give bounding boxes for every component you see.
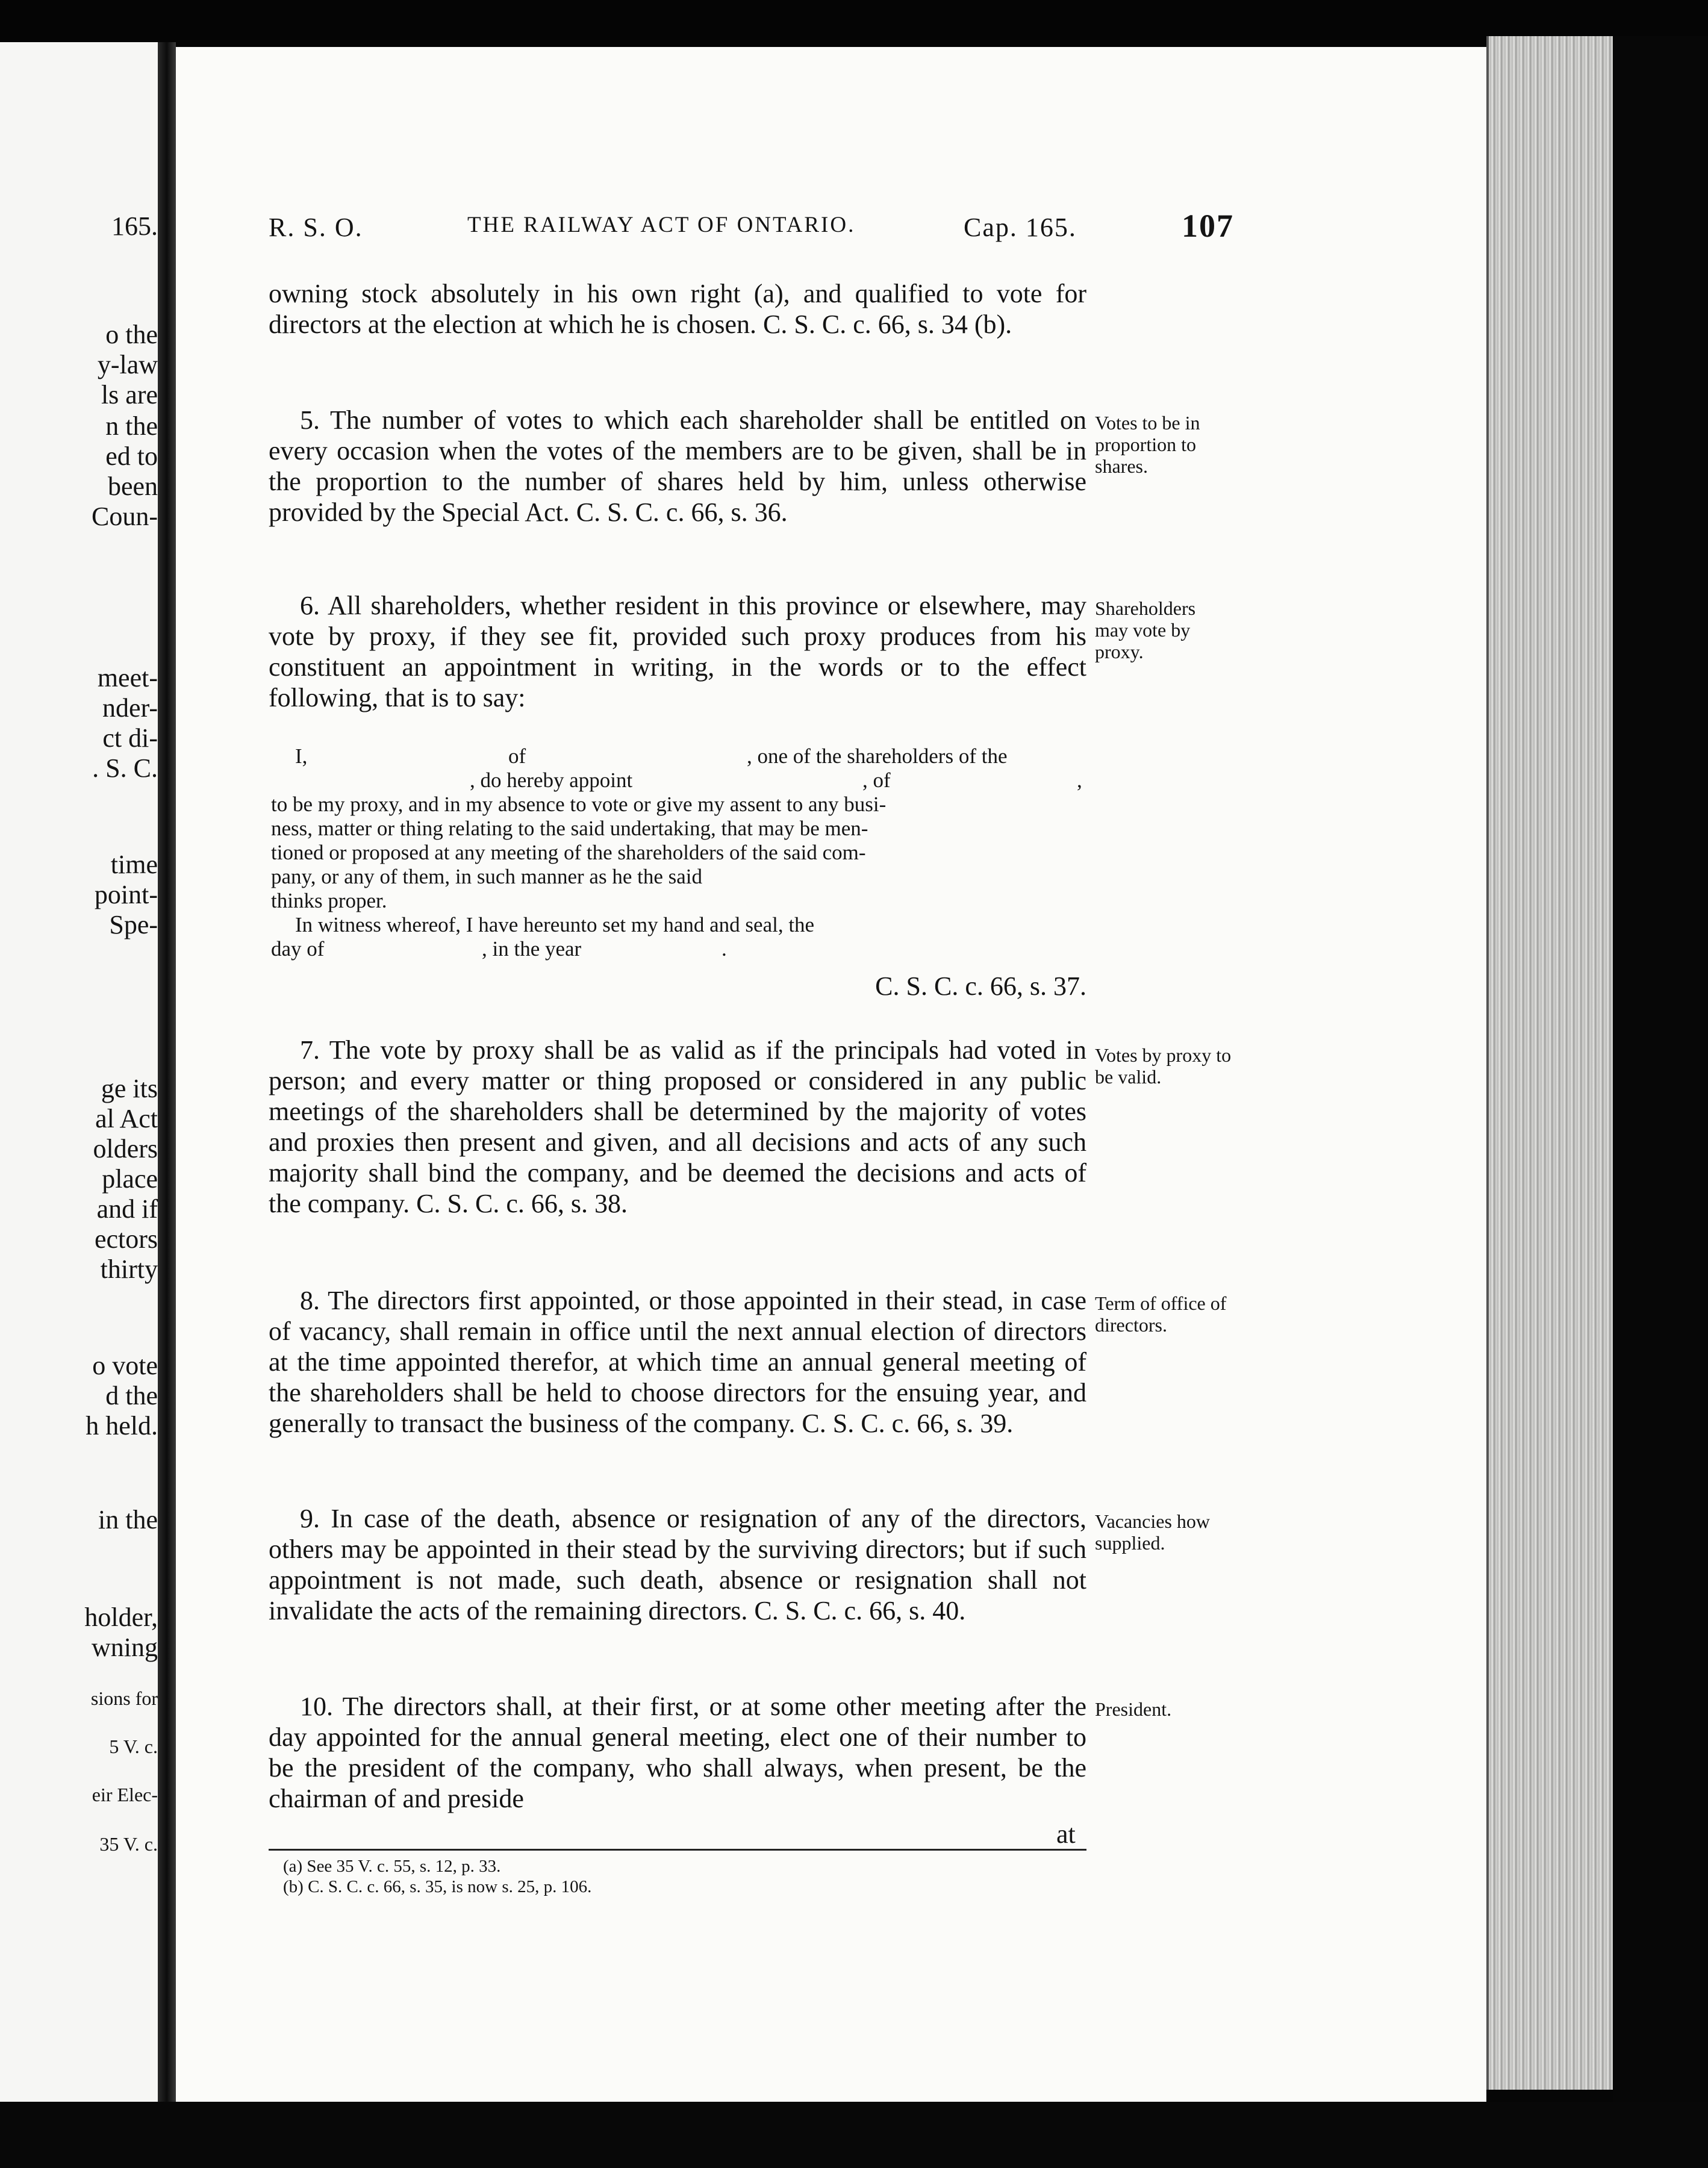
facing-page-line: Spe- [109, 910, 158, 939]
facing-page-line: al Act [95, 1104, 158, 1133]
facing-page-line: point- [94, 880, 158, 909]
facing-page-line: and if [96, 1194, 158, 1224]
section-8-text: 8. The directors first appointed, or those appointed in their stead, in case of vacancy, shall remain in office until the next annual election of directors at the time appointed therefor, at which time an annual general meeting of the shareholders shall be held to choose directors for the ensuing year, and generally to transact the business of the company. C. S. C. c. 66, s. 39. [269, 1286, 1086, 1438]
facing-page-line: place [102, 1164, 158, 1194]
facing-page-line: o vote [92, 1351, 158, 1380]
margin-note-s10: President. [1095, 1698, 1172, 1720]
page-number: 107 [1182, 208, 1234, 244]
proxy-form-line: , [1077, 768, 1082, 792]
facing-page-line: o the [105, 320, 158, 349]
footnote-a: (a) See 35 V. c. 55, s. 12, p. 33. [283, 1857, 501, 1876]
margin-note-s9: Vacancies how supplied. [1095, 1510, 1211, 1554]
facing-page-line: d the [105, 1381, 158, 1410]
proxy-form-line: tioned or proposed at any meeting of the shareholders of the said com- [271, 841, 866, 864]
facing-page-line: n the [105, 411, 158, 441]
page-edge-stack [1486, 36, 1615, 2090]
facing-page-line: Coun- [92, 502, 158, 531]
header-reference: R. S. O. [269, 213, 363, 242]
header-title: THE RAILWAY ACT OF ONTARIO. [467, 213, 856, 237]
facing-page-line: meet- [97, 663, 158, 693]
facing-page-line: sions for [90, 1687, 158, 1709]
section-5-text: 5. The number of votes to which each shareholder shall be entitled on every occasion when the votes of the members are to be given, shall be in the proportion to the number of shares held by him, unless otherwise provided by the Special Act. C. S. C. c. 66, s. 36. [269, 405, 1086, 527]
section-continuation-text: owning stock absolutely in his own right (a), and qualified to vote for directors at the election at which he is chosen. C. S. C. c. 66, s. 34 (b). [269, 279, 1086, 339]
section-continuation [269, 278, 1086, 340]
section-9 [269, 1503, 1086, 1626]
facing-page-line: eir Elec- [92, 1784, 158, 1805]
section-6-text: 6. All shareholders, whether resident in this province or elsewhere, may vote by proxy, if they see fit, provided such proxy produces from his constituent an appointment in writing, in the words or to the effect following, that is to say: [269, 591, 1086, 712]
margin-note-s5: Votes to be in proportion to shares. [1095, 412, 1200, 477]
facing-page-line: thirty [100, 1254, 158, 1284]
section-10 [269, 1691, 1086, 1814]
section-7 [269, 1035, 1086, 1219]
margin-note-s6: Shareholders may vote by proxy. [1095, 597, 1196, 662]
section-8 [269, 1285, 1086, 1439]
proxy-form-line: day of [271, 937, 325, 961]
scan-border-right [1613, 36, 1708, 2168]
facing-page-left [0, 42, 161, 2102]
section-10-text: 10. The directors shall, at their first, or at some other meeting after the day appointed for the annual general meeting, elect one of their number to be the president of the company, who shall always, when present, be the chairman of and preside [269, 1692, 1086, 1813]
footnote-b: (b) C. S. C. c. 66, s. 35, is now s. 25, p. 106. [283, 1877, 592, 1896]
section-7-text: 7. The vote by proxy shall be as valid as if the principals had voted in person; and every matter or thing proposed or considered in any public meetings of the shareholders shall be determined by the majority of votes and proxies then present and given, and all decisions and acts of any such majority shall bind the company, and be deemed the decisions and acts of the company. C. S. C. c. 66, s. 38. [269, 1035, 1086, 1218]
facing-page-line: h held. [86, 1411, 158, 1441]
facing-page-line: holder, [84, 1603, 158, 1632]
proxy-form-line: , one of the shareholders of the [747, 744, 1008, 768]
facing-page-line: 5 V. c. [109, 1736, 158, 1757]
facing-page-line: ct di- [102, 723, 158, 753]
proxy-form-line: , do hereby appoint [470, 768, 633, 792]
facing-page-line: nder- [102, 693, 158, 723]
section-6 [269, 590, 1086, 713]
proxy-form-line: . [722, 937, 727, 961]
facing-page-line: in the [98, 1505, 158, 1534]
proxy-form-line: , of [862, 768, 891, 792]
book-gutter [158, 42, 176, 2102]
proxy-form-line: In witness whereof, I have hereunto set my hand and seal, the [295, 913, 815, 936]
proxy-form-line: of [508, 744, 526, 768]
header-chapter: Cap. 165. [964, 213, 1077, 242]
proxy-form-line: thinks proper. [271, 889, 387, 912]
section-9-text: 9. In case of the death, absence or resignation of any of the directors, others may be appointed in their stead by the surviving directors; but if such appointment is not made, such death, absence or resignation shall not invalidate the acts of the remaining directors. C. S. C. c. 66, s. 40. [269, 1504, 1086, 1625]
facing-page-line: time [110, 850, 158, 879]
facing-page-line: 35 V. c. [99, 1833, 158, 1855]
margin-note-s7: Votes by proxy to be valid. [1095, 1044, 1232, 1088]
section-5 [269, 405, 1086, 528]
margin-note-s8: Term of office of directors. [1095, 1292, 1227, 1336]
proxy-form-line: to be my proxy, and in my absence to vote or give my assent to any busi- [271, 793, 887, 816]
facing-page-line: olders [93, 1134, 158, 1163]
catchword: at [1056, 1819, 1076, 1849]
footnote-rule [269, 1849, 1086, 1851]
proxy-form-citation: C. S. C. c. 66, s. 37. [875, 971, 1086, 1001]
scan-border-bottom [0, 2102, 1708, 2168]
proxy-form-line: ness, matter or thing relating to the said undertaking, that may be men- [271, 817, 868, 840]
facing-page-line: y-law [97, 350, 158, 379]
proxy-form-line: I, [295, 744, 308, 768]
facing-page-line: ls are [101, 380, 158, 410]
facing-page-line: wning [92, 1633, 158, 1662]
facing-page-line: been [107, 472, 158, 501]
facing-page-line: ed to [105, 441, 158, 471]
facing-page-line: . S. C. [92, 753, 158, 783]
proxy-form [269, 744, 1086, 997]
facing-page-line: ge its [101, 1074, 158, 1103]
proxy-form-line: pany, or any of them, in such manner as he the said [271, 865, 702, 888]
facing-page-line: 165. [111, 211, 158, 241]
facing-page-line: ectors [94, 1224, 158, 1254]
proxy-form-line: , in the year [482, 937, 582, 961]
